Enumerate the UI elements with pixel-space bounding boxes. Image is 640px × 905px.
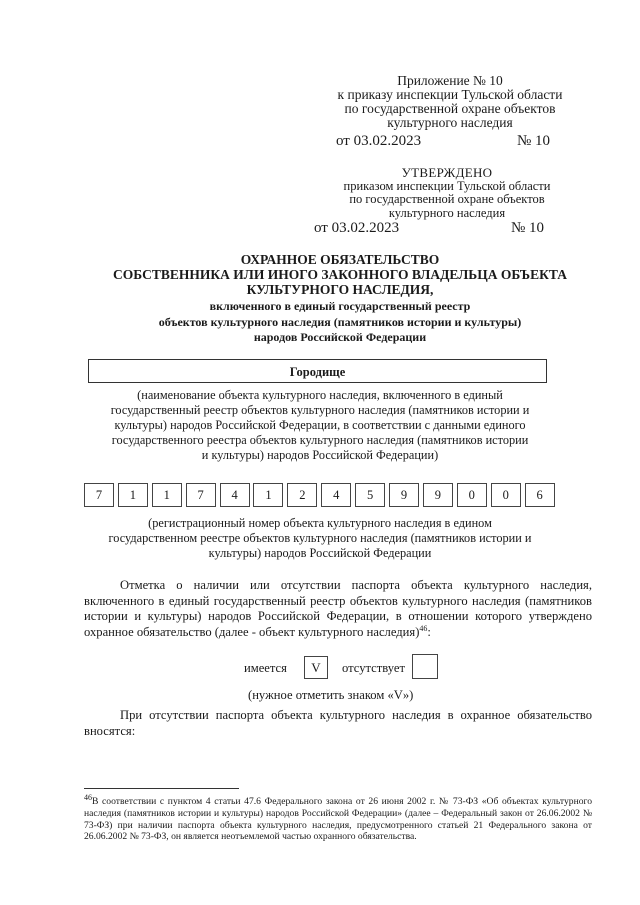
passport-present-checkbox[interactable]: V bbox=[304, 656, 328, 679]
note-line: (регистрационный номер объекта культурного наследия в едином bbox=[148, 516, 492, 530]
absence-paragraph: При отсутствии паспорта объекта культурного наследия в охранное обязательство вносятся: bbox=[84, 708, 592, 738]
approved-block bbox=[336, 166, 558, 220]
passport-absent-checkbox[interactable] bbox=[412, 654, 438, 679]
note-line: государственный реестр объектов культурного наследия (памятников истории и bbox=[110, 403, 530, 417]
title-subline: включенного в единый государственный реестр bbox=[209, 299, 471, 313]
registration-digit: 4 bbox=[220, 483, 250, 507]
passport-paragraph bbox=[84, 578, 592, 640]
registration-digit: 4 bbox=[321, 483, 351, 507]
annex-date: от 03.02.2023 bbox=[336, 133, 422, 149]
annex-line: культурного наследия bbox=[387, 115, 513, 130]
note-line: культуры) народов Российской Федерации, в соответствии с данными единого bbox=[114, 418, 526, 432]
registration-digit: 1 bbox=[253, 483, 283, 507]
approved-date-row bbox=[314, 220, 544, 237]
passport-paragraph-text: Отметка о наличии или отсутствии паспорта объекта культурного наследия, включенного в единый государственный реестр объектов культурного наследия (памятников истории и культуры) народов Российской Федерации, в отношении которого утверждено охранное обязательство (далее - объект культурного наследия) bbox=[84, 578, 592, 639]
approved-heading: УТВЕРЖДЕНО bbox=[401, 165, 493, 180]
footnote-number: 46 bbox=[84, 792, 92, 802]
object-name-note bbox=[82, 388, 558, 463]
registration-digit: 9 bbox=[423, 483, 453, 507]
title-subline: народов Российской Федерации bbox=[253, 330, 427, 344]
note-line: государственном реестре объектов культурного наследия (памятников истории и bbox=[108, 531, 532, 545]
footnote-divider bbox=[84, 788, 239, 789]
note-line: культуры) народов Российской Федерации bbox=[208, 546, 432, 560]
checkbox-hint: (нужное отметить знаком «V») bbox=[248, 688, 414, 702]
registration-digit: 5 bbox=[355, 483, 385, 507]
footnote bbox=[84, 792, 592, 843]
registration-digit: 9 bbox=[389, 483, 419, 507]
registration-digit: 7 bbox=[186, 483, 216, 507]
registration-digit: 7 bbox=[84, 483, 114, 507]
title-line: КУЛЬТУРНОГО НАСЛЕДИЯ, bbox=[246, 282, 434, 297]
note-line: государственного реестра объектов культурного наследия (памятников истории bbox=[111, 433, 529, 447]
registration-digit: 2 bbox=[287, 483, 317, 507]
note-line: и культуры) народов Российской Федерации) bbox=[201, 448, 439, 462]
object-name-field: Городище bbox=[88, 359, 547, 383]
title-line: ОХРАННОЕ ОБЯЗАТЕЛЬСТВО bbox=[240, 252, 440, 267]
registration-number-cells bbox=[84, 483, 555, 507]
passport-paragraph-tail: : bbox=[427, 624, 431, 639]
document-title bbox=[70, 252, 610, 346]
annex-line: к приказу инспекции Тульской области bbox=[337, 87, 563, 102]
approved-date: от 03.02.2023 bbox=[314, 220, 400, 236]
approved-line: приказом инспекции Тульской области bbox=[343, 178, 551, 193]
passport-present-label: имеется bbox=[244, 661, 287, 675]
registration-digit: 1 bbox=[152, 483, 182, 507]
note-line: (наименование объекта культурного наследия, включенного в единый bbox=[137, 388, 503, 402]
annex-line: по государственной охране объектов bbox=[344, 101, 556, 116]
approved-line: по государственной охране объектов bbox=[349, 192, 545, 206]
annex-number: № 10 bbox=[516, 133, 550, 149]
footnote-reference: 46 bbox=[419, 623, 428, 633]
annex-date-row bbox=[336, 133, 550, 150]
passport-absent-label: отсутствует bbox=[342, 661, 405, 675]
registration-note bbox=[82, 516, 558, 561]
approved-number: № 10 bbox=[510, 220, 544, 236]
registration-digit: 1 bbox=[118, 483, 148, 507]
footnote-text: В соответствии с пунктом 4 статьи 47.6 Федерального закона от 26 июня 2002 г. № 73-ФЗ «Об объектах культурного наследия (памятников истории и культуры) народов Российской Федерации» (далее – Федеральный закон от 26.06.2002 № 73-ФЗ) при наличии паспорта объекта культурного наследия, предусмотренного статьей 21 Федерального закона от 26.06.2002 № 73-ФЗ, он является неотъемлемой частью охранного обязательства. bbox=[84, 796, 592, 843]
registration-digit: 0 bbox=[491, 483, 521, 507]
title-line: СОБСТВЕННИКА ИЛИ ИНОГО ЗАКОННОГО ВЛАДЕЛЬЦА ОБЪЕКТА bbox=[113, 267, 567, 282]
approved-line: культурного наследия bbox=[388, 205, 506, 220]
annex-header bbox=[320, 74, 580, 130]
registration-digit: 0 bbox=[457, 483, 487, 507]
annex-line: Приложение № 10 bbox=[397, 73, 503, 88]
registration-digit: 6 bbox=[525, 483, 555, 507]
title-subline: объектов культурного наследия (памятников истории и культуры) bbox=[158, 314, 522, 329]
